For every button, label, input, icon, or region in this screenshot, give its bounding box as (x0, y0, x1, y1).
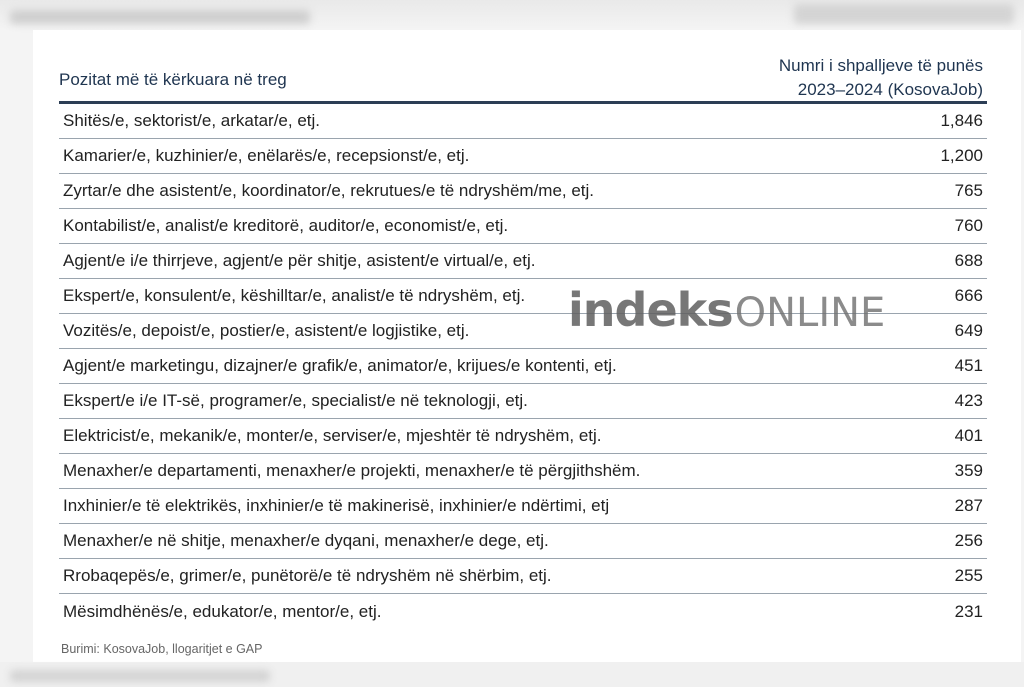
watermark-logo (568, 283, 885, 343)
row-value: 649 (954, 321, 983, 340)
blurred-bottom-area (0, 662, 1024, 687)
blurred-text-right (794, 4, 1014, 24)
row-value: 255 (954, 566, 983, 585)
blurred-top-area (0, 0, 1024, 30)
row-value: 401 (954, 426, 983, 445)
row-value: 1,846 (940, 111, 983, 130)
table-row (59, 384, 987, 419)
row-label: Agjent/e marketingu, dizajner/e grafik/e, animator/e, krijues/e kontenti, etj. (63, 356, 617, 375)
source-note: Burimi: KosovaJob, llogaritjet e GAP (61, 642, 263, 656)
row-label: Zyrtar/e dhe asistent/e, koordinator/e, rekrutues/e të ndryshëm/me, etj. (63, 181, 595, 200)
table-row (59, 419, 987, 454)
table-row (59, 594, 987, 629)
table-row (59, 524, 987, 559)
table-row (59, 209, 987, 244)
column-header-count-line2: 2023–2024 (KosovaJob) (797, 80, 983, 99)
row-value: 688 (954, 251, 983, 270)
row-label: Inxhinier/e të elektrikës, inxhinier/e të makinerisë, inxhinier/e ndërtimi, etj (63, 496, 610, 515)
table-body (59, 104, 987, 629)
row-value: 451 (954, 356, 983, 375)
row-value: 666 (954, 286, 983, 305)
table-row (59, 454, 987, 489)
watermark-light-text: ONLINE (734, 290, 886, 336)
blurred-text-bottom (10, 670, 270, 682)
table-row (59, 559, 987, 594)
table-row (59, 174, 987, 209)
row-value: 231 (954, 601, 983, 621)
row-value: 1,200 (940, 146, 983, 165)
row-label: Menaxher/e në shitje, menaxher/e dyqani, menaxher/e dege, etj. (63, 531, 549, 550)
table-card (33, 30, 1021, 662)
column-header-positions: Pozitat më të kërkuara në treg (59, 70, 287, 89)
row-value: 256 (954, 531, 983, 550)
row-label: Agjent/e i/e thirrjeve, agjent/e për shitje, asistent/e virtual/e, etj. (63, 251, 536, 270)
column-header-count (779, 54, 983, 102)
column-header-count-line1: Numri i shpalljeve të punës (778, 56, 983, 75)
blurred-text-left (10, 10, 310, 24)
row-value: 423 (954, 391, 983, 410)
row-label: Ekspert/e, konsulent/e, këshilltar/e, analist/e të ndryshëm, etj. (63, 286, 526, 305)
row-label: Mësimdhënës/e, edukator/e, mentor/e, etj. (63, 601, 382, 621)
row-label: Rrobaqepës/e, grimer/e, punëtorë/e të ndryshëm në shërbim, etj. (63, 566, 552, 585)
row-label: Menaxher/e departamenti, menaxher/e projekti, menaxher/e të përgjithshëm. (63, 461, 641, 480)
table-header (59, 44, 987, 102)
row-value: 765 (954, 181, 983, 200)
row-label: Kontabilist/e, analist/e kreditorë, auditor/e, economist/e, etj. (63, 216, 509, 235)
row-value: 287 (954, 496, 983, 515)
table-row (59, 139, 987, 174)
table-row (59, 349, 987, 384)
row-label: Kamarier/e, kuzhinier/e, enëlarës/e, recepsionst/e, etj. (63, 146, 470, 165)
row-label: Ekspert/e i/e IT-së, programer/e, specialist/e në teknologji, etj. (63, 391, 528, 410)
row-value: 359 (954, 461, 983, 480)
table-row (59, 104, 987, 139)
watermark-bold-text: indeks (568, 283, 733, 337)
row-label: Elektricist/e, mekanik/e, monter/e, serviser/e, mjeshtër të ndryshëm, etj. (63, 426, 602, 445)
row-label: Shitës/e, sektorist/e, arkatar/e, etj. (63, 111, 321, 130)
table-row (59, 244, 987, 279)
row-value: 760 (954, 216, 983, 235)
row-label: Vozitës/e, depoist/e, postier/e, asistent/e logjistike, etj. (63, 321, 470, 340)
table-row (59, 489, 987, 524)
